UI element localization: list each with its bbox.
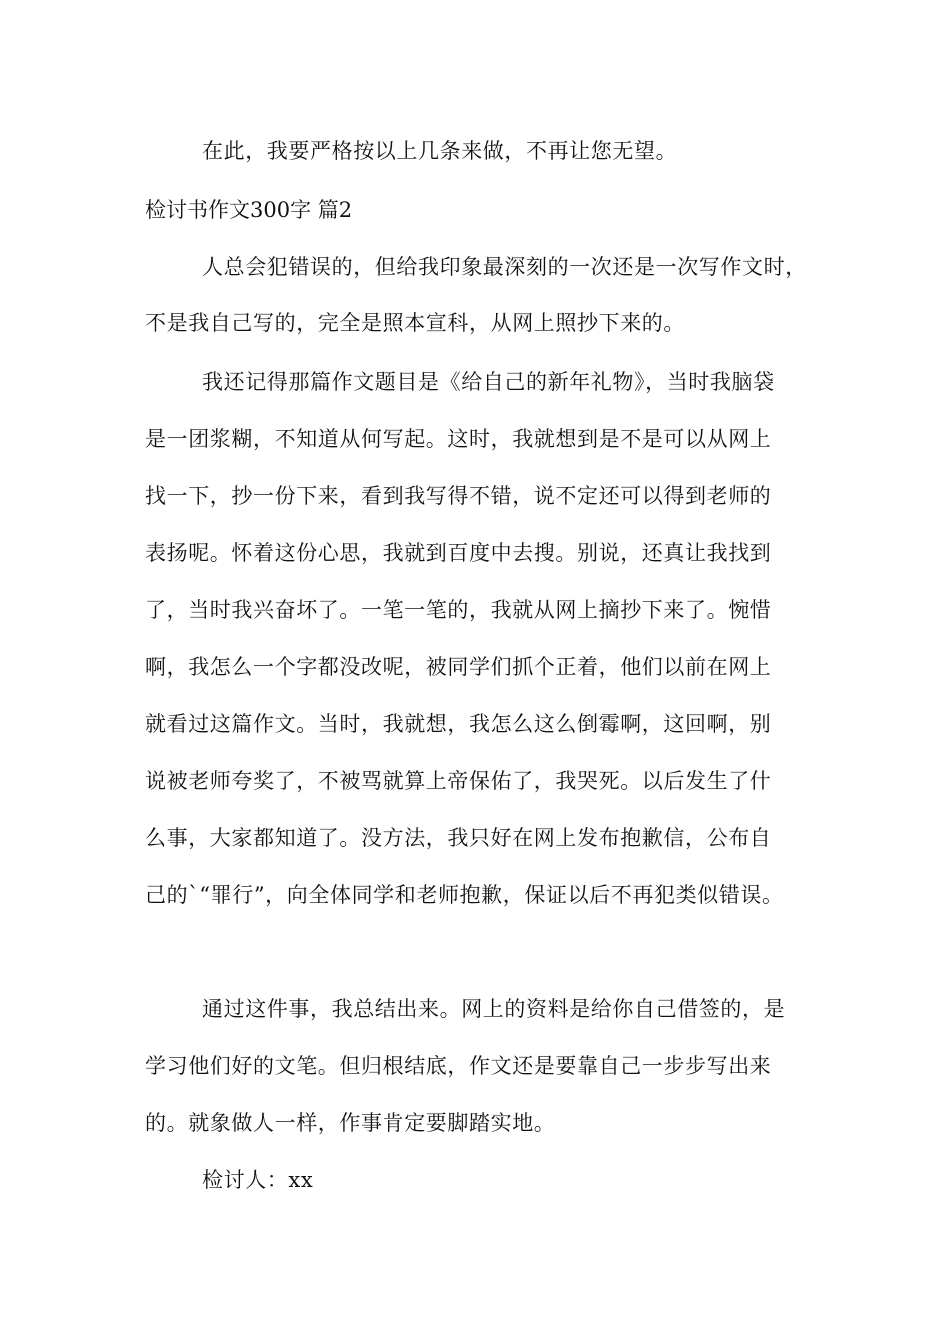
paragraph-1-line-1: 人总会犯错误的，但给我印象最深刻的一次还是一次写作文时， [202,255,807,279]
paragraph-2-line-10: 己的`“罪行”，向全体同学和老师抱歉，保证以后不再犯类似错误。 [145,883,784,907]
section-heading: 检讨书作文300字 篇2 [145,198,353,222]
paragraph-3-line-1: 通过这件事，我总结出来。网上的资料是给你自己借签的，是 [202,997,786,1021]
paragraph-2-line-5: 了，当时我兴奋坏了。一笔一笔的，我就从网上摘抄下来了。惋惜 [145,598,772,622]
paragraph-2-line-9: 么事，大家都知道了。没方法，我只好在网上发布抱歉信，公布自 [145,826,772,850]
paragraph-2-line-8: 说被老师夸奖了，不被骂就算上帝保佑了，我哭死。以后发生了什 [145,769,772,793]
paragraph-2-line-2: 是一团浆糊，不知道从何写起。这时，我就想到是不是可以从网上 [145,427,772,451]
paragraph-2-line-6: 啊，我怎么一个字都没改呢，被同学们抓个正着，他们以前在网上 [145,655,772,679]
intro-line: 在此，我要严格按以上几条来做，不再让您无望。 [202,139,678,163]
paragraph-2-line-4: 表扬呢。怀着这份心思，我就到百度中去搜。别说，还真让我找到 [145,541,772,565]
paragraph-1-line-2: 不是我自己写的，完全是照本宣科，从网上照抄下来的。 [145,311,685,335]
paragraph-2-line-3: 找一下，抄一份下来，看到我写得不错，说不定还可以得到老师的 [145,484,772,508]
signature-line: 检讨人：xx [202,1168,314,1192]
paragraph-3-line-3: 的。就象做人一样，作事肯定要脚踏实地。 [145,1111,556,1135]
paragraph-2-line-1: 我还记得那篇作文题目是《给自己的新年礼物》，当时我脑袋 [202,370,775,394]
paragraph-3-line-2: 学习他们好的文笔。但归根结底，作文还是要靠自己一步步写出来 [145,1054,772,1078]
paragraph-2-line-7: 就看过这篇作文。当时，我就想，我怎么这么倒霉啊，这回啊，别 [145,712,772,736]
